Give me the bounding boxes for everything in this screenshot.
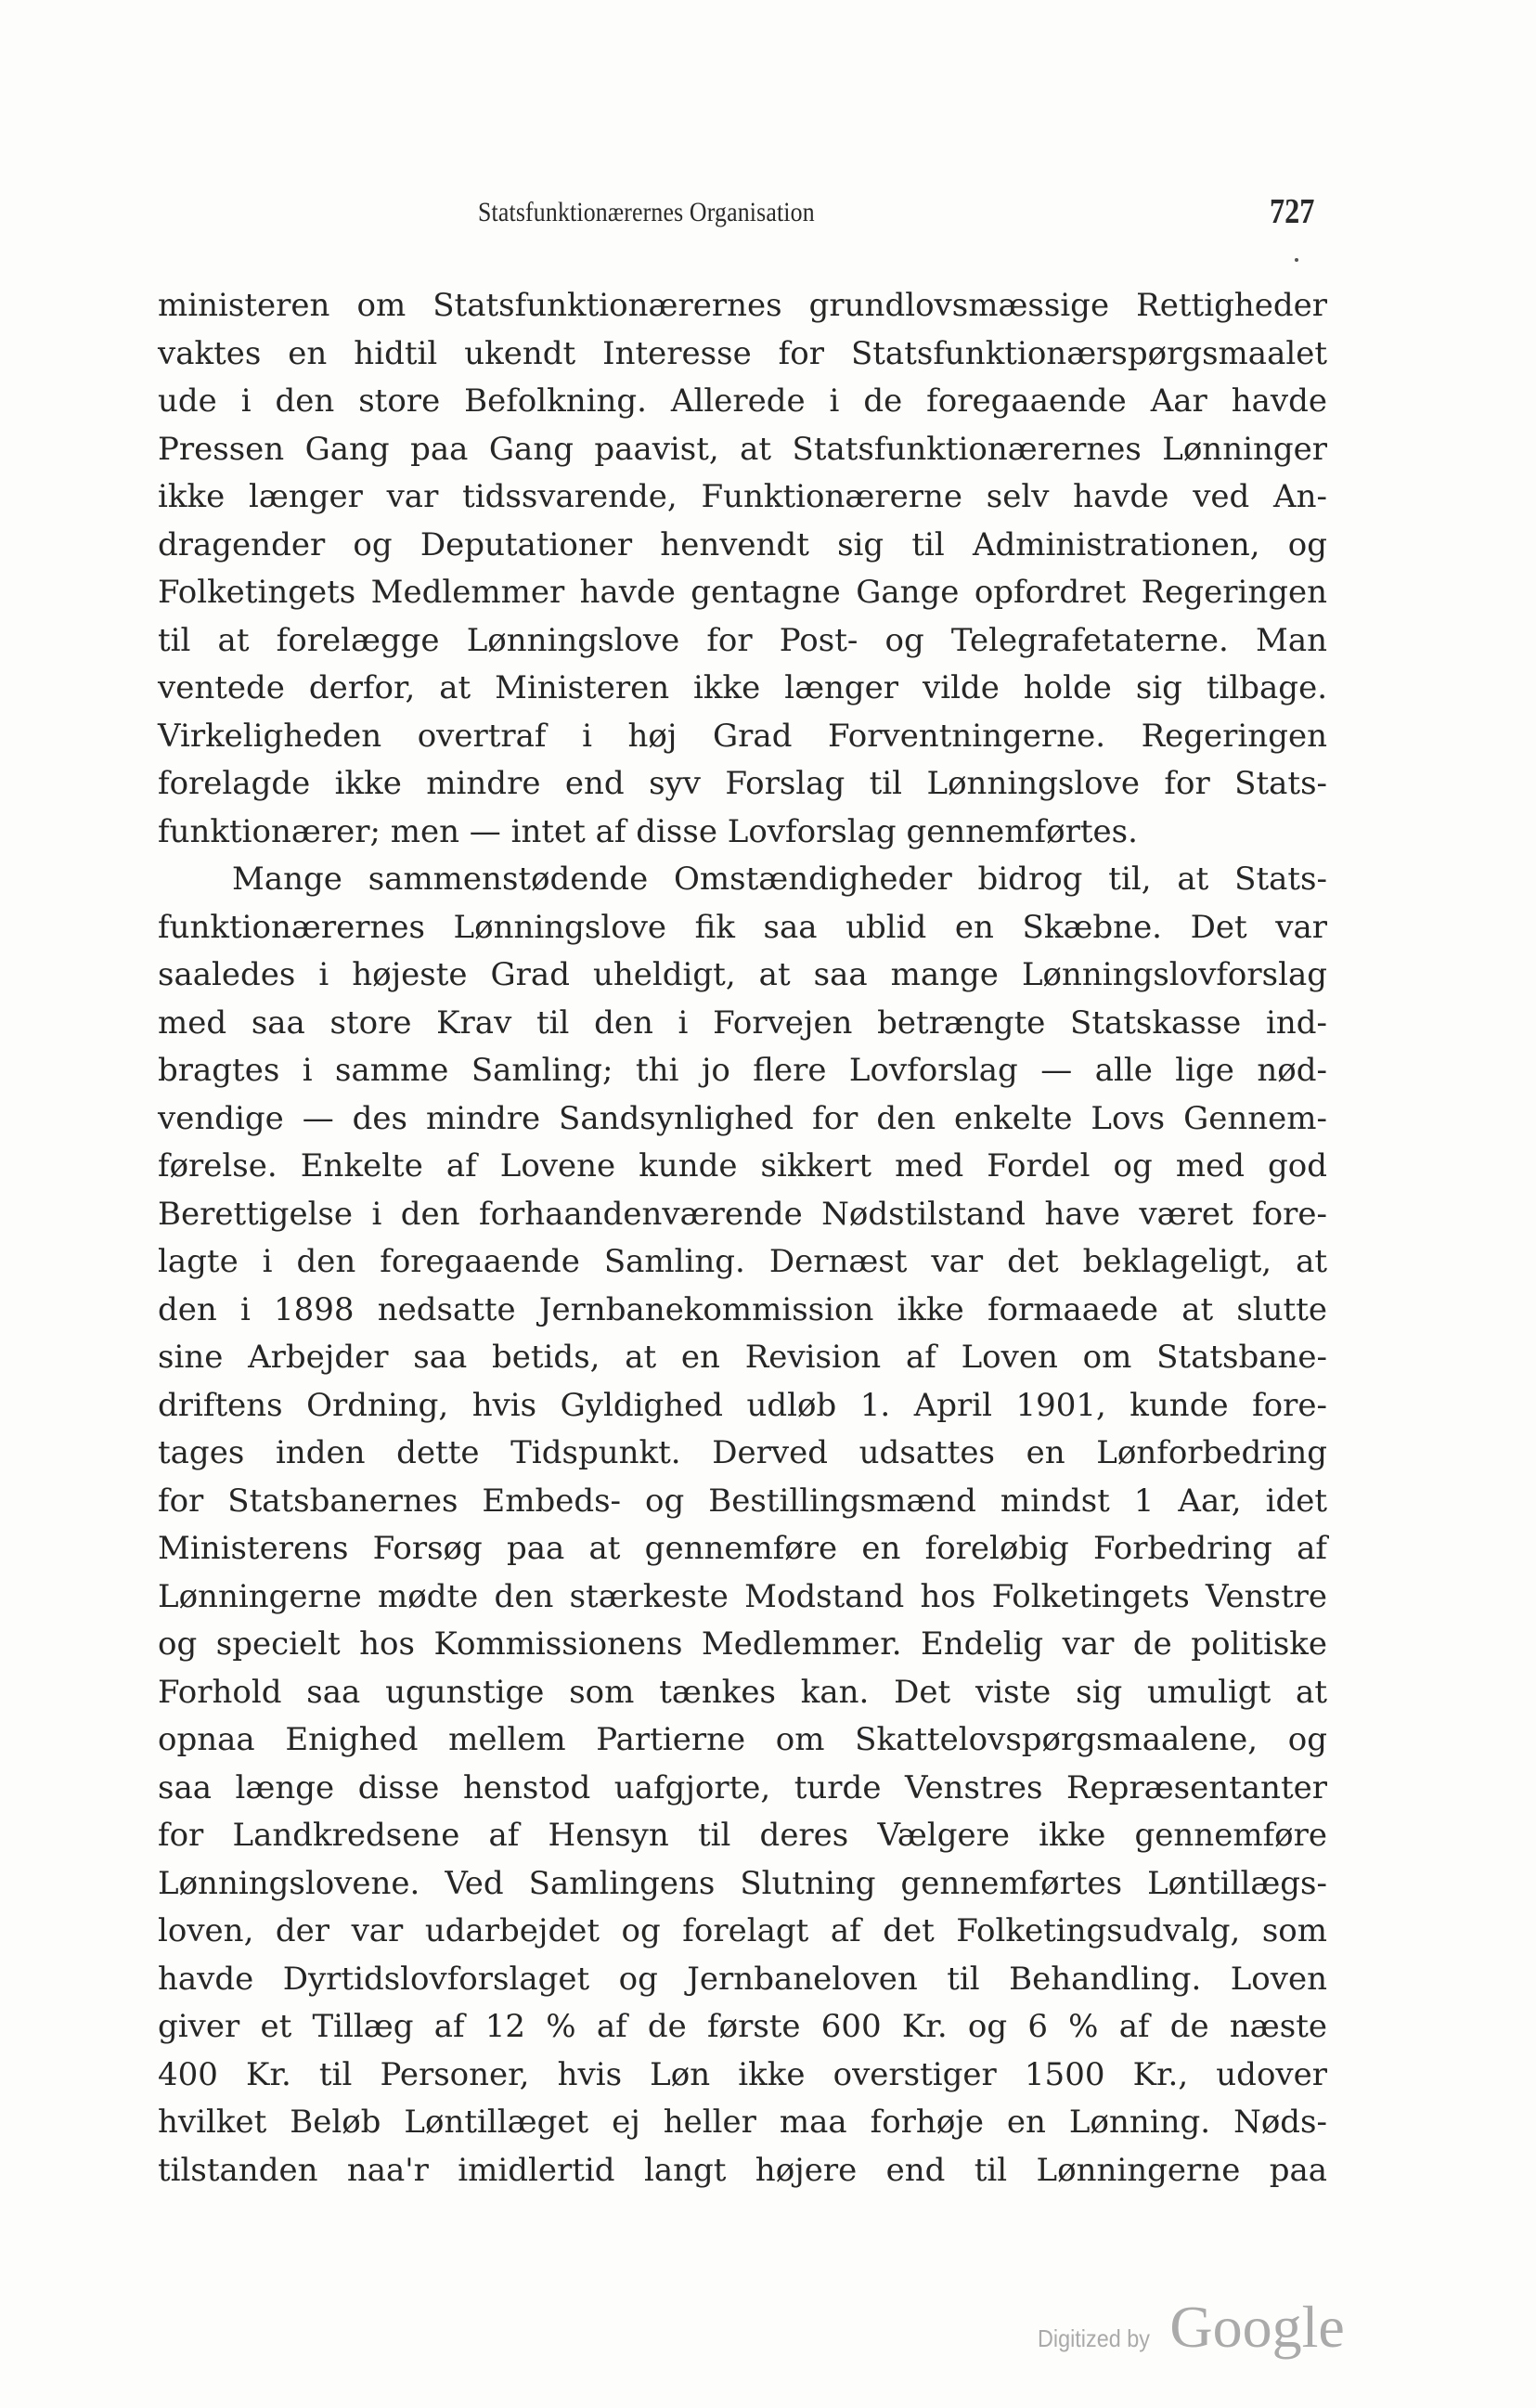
text-line: Forhold saa ugunstige som tænkes kan. Det viste sig umuligt at (158, 1673, 1327, 1711)
text-line: ikke længer var tidssvarende, Funktionærerne selv havde ved An- (158, 478, 1327, 515)
text-line: vendige — des mindre Sandsynlighed for den enkelte Lovs Gennem- (158, 1099, 1327, 1137)
text-line: vaktes en hidtil ukendt Interesse for Statsfunktionærspørgsmaalet (158, 334, 1327, 372)
text-line: bragtes i samme Samling; thi jo flere Lovforslag — alle lige nød- (158, 1052, 1327, 1089)
text-line: opnaa Enighed mellem Partierne om Skattelovspørgsmaalene, og (158, 1721, 1327, 1758)
text-line: Pressen Gang paa Gang paavist, at Statsfunktionærernes Lønninger (158, 430, 1327, 468)
text-line: funktionærernes Lønningslove fik saa ublid en Skæbne. Det var (158, 908, 1327, 946)
text-line: ventede derfor, at Ministeren ikke længer vilde holde sig tilbage. (158, 669, 1327, 706)
text-line: Folketingets Medlemmer havde gentagne Gange opfordret Regeringen (158, 574, 1327, 611)
text-line: for Statsbanernes Embeds- og Bestillingsmænd mindst 1 Aar, idet (158, 1482, 1327, 1520)
text-line: Ministerens Forsøg paa at gennemføre en foreløbig Forbedring af (158, 1530, 1327, 1567)
text-line: saaledes i højeste Grad uheldigt, at saa mange Lønningslovforslag (158, 956, 1327, 993)
text-line: tilstanden naa'r imidlertid langt højere end til Lønningerne paa (158, 2151, 1327, 2189)
digitized-by-google-watermark (1038, 2293, 1345, 2362)
text-line: Berettigelse i den forhaandenværende Nødstilstand have været fore- (158, 1195, 1327, 1233)
text-line: 400 Kr. til Personer, hvis Løn ikke overstiger 1500 Kr., udover (158, 2055, 1327, 2093)
text-line: giver et Tillæg af 12 % af de første 600 Kr. og 6 % af de næste (158, 2008, 1327, 2045)
running-title: Statsfunktionærernes Organisation (478, 197, 815, 227)
text-line: driftens Ordning, hvis Gyldighed udløb 1. April 1901, kunde fore- (158, 1386, 1327, 1424)
text-line: til at forelægge Lønningslove for Post- og Telegrafetaterne. Man (158, 621, 1327, 659)
text-line: tages inden dette Tidspunkt. Derved udsattes en Lønforbedring (158, 1434, 1327, 1471)
text-line: den i 1898 nedsatte Jernbanekommission ikke formaaede at slutte (158, 1290, 1327, 1328)
text-line: forelagde ikke mindre end syv Forslag til Lønningslove for Stats- (158, 765, 1327, 802)
text-line: saa længe disse henstod uafgjorte, turde Venstres Repræsentanter (158, 1768, 1327, 1806)
body-text (158, 282, 1327, 2194)
text-line: lagte i den foregaaende Samling. Dernæst var det beklageligt, at (158, 1243, 1327, 1280)
paragraph (158, 282, 1327, 856)
print-speck (1295, 258, 1298, 262)
text-line: førelse. Enkelte af Lovene kunde sikkert med Fordel og med god (158, 1147, 1327, 1185)
page-number: 727 (1270, 192, 1315, 231)
text-line: havde Dyrtidslovforslaget og Jernbaneloven til Behandling. Loven (158, 1960, 1327, 1998)
text-line: Mange sammenstødende Omstændigheder bidrog til, at Stats- (232, 861, 1327, 898)
text-line: for Landkredsene af Hensyn til deres Vælgere ikke gennemføre (158, 1817, 1327, 1854)
text-line: dragender og Deputationer henvendt sig til Administrationen, og (158, 525, 1327, 563)
google-logo-text: Google (1169, 2294, 1345, 2360)
text-line: Lønningerne mødte den stærkeste Modstand hos Folketingets Venstre (158, 1577, 1327, 1615)
text-line: ministeren om Statsfunktionærernes grundlovsmæssige Rettigheder (158, 287, 1327, 324)
text-line: hvilket Beløb Løntillæget ej heller maa forhøje en Lønning. Nøds- (158, 2104, 1327, 2141)
text-line: Lønningslovene. Ved Samlingens Slutning gennemførtes Løntillægs- (158, 1864, 1327, 1902)
text-line: sine Arbejder saa betids, at en Revision af Loven om Statsbane- (158, 1339, 1327, 1376)
paragraph (158, 856, 1327, 2194)
text-line: og specielt hos Kommissionens Medlemmer. Endelig var de politiske (158, 1625, 1327, 1663)
watermark-prefix: Digitized by (1038, 2324, 1150, 2352)
text-line: Virkeligheden overtraf i høj Grad Forventningerne. Regeringen (158, 717, 1327, 755)
text-line: funktionærer; men — intet af disse Lovforslag gennemførtes. (158, 812, 1138, 850)
text-line: med saa store Krav til den i Forvejen betrængte Statskasse ind- (158, 1003, 1327, 1042)
text-line: ude i den store Befolkning. Allerede i de foregaaende Aar havde (158, 382, 1327, 420)
text-line: loven, der var udarbejdet og forelagt af det Folketingsudvalg, som (158, 1912, 1327, 1949)
